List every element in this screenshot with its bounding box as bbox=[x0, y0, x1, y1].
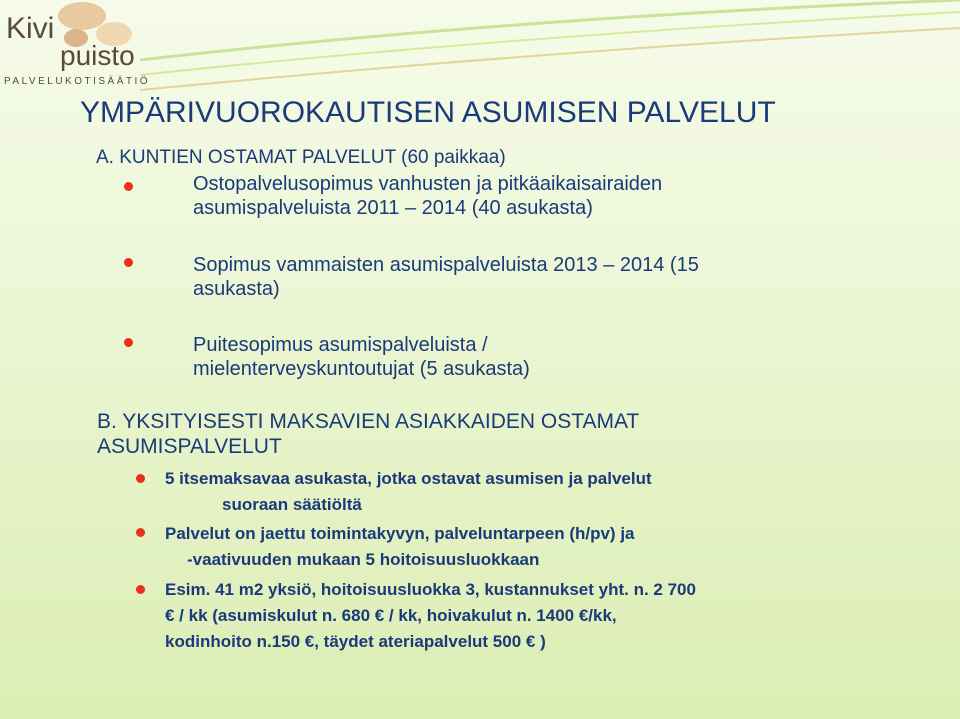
bullet-icon bbox=[136, 528, 145, 537]
decorative-swoosh bbox=[0, 0, 960, 110]
item-line: kodinhoito n.150 €, täydet ateriapalvelut 500 € ) bbox=[165, 632, 546, 651]
kivipuisto-logo bbox=[0, 0, 151, 92]
heading-line: ASUMISPALVELUT bbox=[97, 435, 282, 458]
section-a-item-2 bbox=[193, 253, 699, 301]
section-b-heading bbox=[97, 409, 897, 459]
section-a-item-3 bbox=[193, 333, 530, 381]
section-b-item-1 bbox=[165, 466, 652, 518]
item-line: Puitesopimus asumispalveluista / bbox=[193, 334, 488, 356]
item-line: Esim. 41 m2 yksiö, hoitoisuusluokka 3, kustannukset yht. n. 2 700 bbox=[165, 580, 696, 599]
item-line: Ostopalvelusopimus vanhusten ja pitkäaikaisairaiden bbox=[193, 173, 663, 195]
bullet-icon bbox=[124, 258, 133, 267]
item-line: asukasta) bbox=[193, 278, 280, 300]
section-b-item-3 bbox=[165, 577, 696, 655]
item-line: € / kk (asumiskulut n. 680 € / kk, hoivakulut n. 1400 €/kk, bbox=[165, 606, 617, 625]
section-a-heading: A. KUNTIEN OSTAMAT PALVELUT (60 paikkaa) bbox=[96, 147, 506, 168]
logo-tagline: PALVELUKOTISÄÄTIÖ bbox=[4, 76, 151, 87]
item-line: mielenterveyskuntoutujat (5 asukasta) bbox=[193, 358, 530, 380]
item-line: asumispalveluista 2011 – 2014 (40 asukasta) bbox=[193, 197, 593, 219]
item-line: suoraan säätiöltä bbox=[222, 495, 362, 514]
section-a-item-1 bbox=[193, 172, 662, 220]
item-line: 5 itsemaksavaa asukasta, jotka ostavat asumisen ja palvelut bbox=[165, 469, 652, 488]
item-line: Palvelut on jaettu toimintakyvyn, palveluntarpeen (h/pv) ja bbox=[165, 524, 635, 543]
bullet-icon bbox=[136, 474, 145, 483]
page-title: YMPÄRIVUOROKAUTISEN ASUMISEN PALVELUT bbox=[80, 96, 776, 129]
bullet-icon bbox=[124, 182, 133, 191]
bullet-icon bbox=[124, 338, 133, 347]
bullet-icon bbox=[136, 585, 145, 594]
item-line: -vaativuuden mukaan 5 hoitoisuusluokkaan bbox=[187, 550, 540, 569]
logo-word-kivi: Kivi bbox=[6, 12, 55, 45]
heading-line: B. YKSITYISESTI MAKSAVIEN ASIAKKAIDEN OSTAMAT bbox=[97, 410, 640, 433]
logo-word-puisto: puisto bbox=[60, 40, 135, 71]
section-b-item-2 bbox=[165, 521, 635, 573]
item-line: Sopimus vammaisten asumispalveluista 2013 – 2014 (15 bbox=[193, 254, 699, 276]
